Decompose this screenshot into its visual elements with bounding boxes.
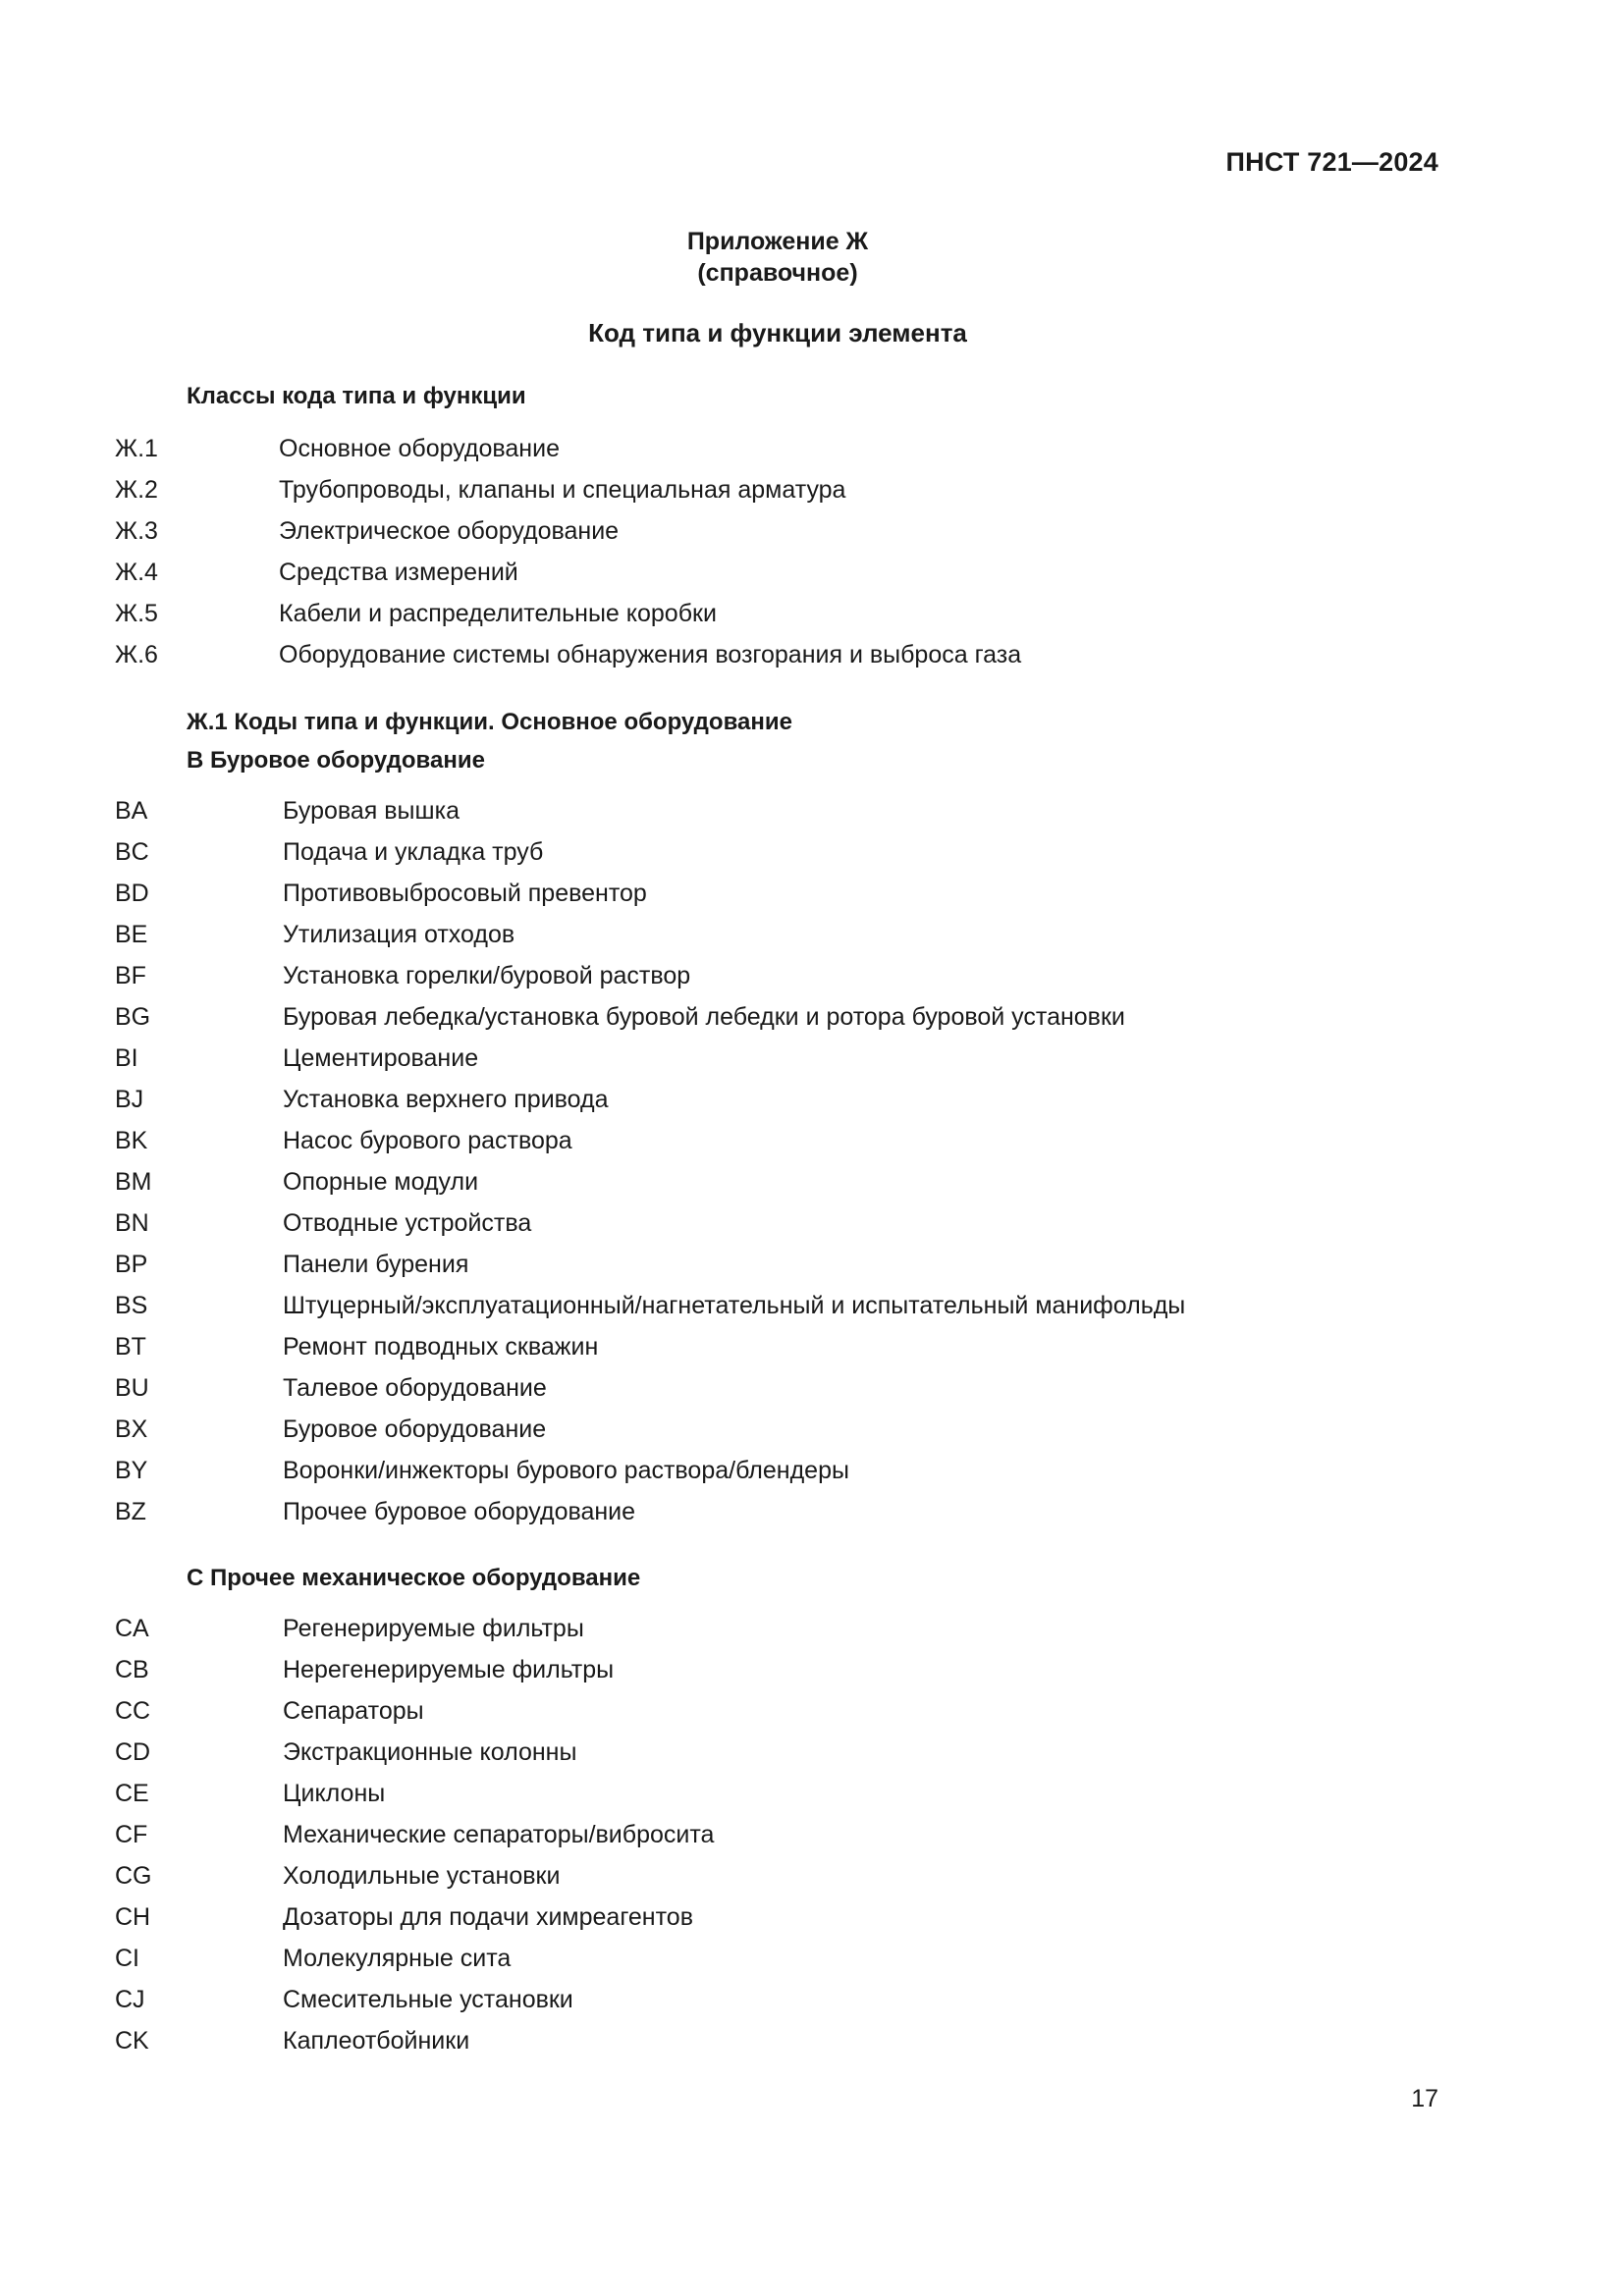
item-code: CC [115, 1697, 151, 1725]
item-code: CF [115, 1821, 148, 1848]
list-item [115, 517, 1021, 559]
item-label: Установка верхнего привода [283, 1086, 609, 1113]
item-code: CE [115, 1780, 149, 1807]
item-label: Нерегенерируемые фильтры [283, 1656, 615, 1683]
item-label: Механические сепараторы/вибросита [283, 1821, 715, 1848]
item-code: Ж.5 [115, 600, 158, 627]
item-code: BJ [115, 1086, 144, 1113]
item-code: Ж.3 [115, 517, 158, 545]
list-item [115, 1251, 1185, 1292]
item-label: Ремонт подводных скважин [283, 1333, 599, 1361]
item-code: BK [115, 1127, 148, 1154]
item-label: Сепараторы [283, 1697, 424, 1725]
item-label: Молекулярные сита [283, 1945, 512, 1972]
list-item [115, 1780, 714, 1821]
item-label: Оборудование системы обнаружения возгорания и выброса газа [279, 641, 1022, 668]
list-item [115, 797, 1185, 838]
list-item [115, 600, 1021, 641]
item-code: BP [115, 1251, 148, 1278]
list-item [115, 1292, 1185, 1333]
list-item [115, 1415, 1185, 1457]
group-b-list [115, 797, 1185, 1539]
list-item [115, 1498, 1185, 1539]
item-code: Ж.4 [115, 559, 158, 586]
item-code: BU [115, 1374, 149, 1402]
list-item [115, 1615, 714, 1656]
list-item [115, 1697, 714, 1738]
list-item [115, 1374, 1185, 1415]
item-label: Холодильные установки [283, 1862, 561, 1890]
list-item [115, 641, 1021, 682]
list-item [115, 1457, 1185, 1498]
item-label: Средства измерений [279, 559, 518, 586]
item-label: Буровая вышка [283, 797, 460, 825]
list-item [115, 1127, 1185, 1168]
classes-heading: Классы кода типа и функции [187, 383, 526, 409]
list-item [115, 1333, 1185, 1374]
item-code: Ж.1 [115, 435, 158, 462]
item-code: CJ [115, 1986, 145, 2013]
list-item [115, 435, 1021, 476]
appendix-title: Приложение Ж [686, 228, 869, 255]
item-code: CB [115, 1656, 149, 1683]
item-code: BC [115, 838, 149, 866]
list-item [115, 1086, 1185, 1127]
list-item [115, 921, 1185, 962]
item-label: Смесительные установки [283, 1986, 573, 2013]
item-code: Ж.6 [115, 641, 158, 668]
item-label: Буровое оборудование [283, 1415, 547, 1443]
list-item [115, 1862, 714, 1903]
list-item [115, 1945, 714, 1986]
list-item [115, 962, 1185, 1003]
item-label: Отводные устройства [283, 1209, 532, 1237]
page-number: 17 [1411, 2085, 1438, 2112]
list-item [115, 1903, 714, 1945]
group-c-heading: С Прочее механическое оборудование [187, 1565, 641, 1591]
item-code: BX [115, 1415, 148, 1443]
item-label: Утилизация отходов [283, 921, 515, 948]
list-item [115, 1986, 714, 2027]
item-code: Ж.2 [115, 476, 158, 504]
list-item [115, 476, 1021, 517]
list-item [115, 1168, 1185, 1209]
item-label: Основное оборудование [279, 435, 560, 462]
item-label: Подача и укладка труб [283, 838, 544, 866]
list-item [115, 880, 1185, 921]
item-label: Буровая лебедка/установка буровой лебедки и ротора буровой установки [283, 1003, 1125, 1031]
item-label: Прочее буровое оборудование [283, 1498, 636, 1525]
item-code: BM [115, 1168, 152, 1196]
item-code: CK [115, 2027, 149, 2055]
appendix-heading [0, 226, 1555, 289]
item-code: BI [115, 1044, 138, 1072]
list-item [115, 1821, 714, 1862]
item-code: CI [115, 1945, 139, 1972]
item-code: BY [115, 1457, 148, 1484]
section-zh1-heading: Ж.1 Коды типа и функции. Основное оборудование [187, 709, 792, 735]
list-item [115, 1656, 714, 1697]
item-label: Регенерируемые фильтры [283, 1615, 584, 1642]
item-label: Дозаторы для подачи химреагентов [283, 1903, 693, 1931]
item-code: CD [115, 1738, 151, 1766]
item-code: BD [115, 880, 149, 907]
item-code: BZ [115, 1498, 146, 1525]
item-label: Кабели и распределительные коробки [279, 600, 717, 627]
item-label: Противовыбросовый превентор [283, 880, 647, 907]
item-label: Насос бурового раствора [283, 1127, 572, 1154]
standard-code: ПНСТ 721—2024 [1225, 147, 1438, 177]
list-item [115, 1044, 1185, 1086]
item-label: Трубопроводы, клапаны и специальная арматура [279, 476, 846, 504]
item-code: BA [115, 797, 148, 825]
item-code: BG [115, 1003, 151, 1031]
list-item [115, 1738, 714, 1780]
item-label: Штуцерный/эксплуатационный/нагнетательный и испытательный манифольды [283, 1292, 1186, 1319]
item-code: CH [115, 1903, 151, 1931]
item-label: Цементирование [283, 1044, 479, 1072]
item-code: BS [115, 1292, 148, 1319]
item-label: Воронки/инжекторы бурового раствора/блендеры [283, 1457, 849, 1484]
item-label: Талевое оборудование [283, 1374, 547, 1402]
classes-list [115, 435, 1021, 682]
item-code: CA [115, 1615, 149, 1642]
item-code: BN [115, 1209, 149, 1237]
item-code: BF [115, 962, 146, 989]
group-b-heading: В Буровое оборудование [187, 747, 485, 774]
item-label: Каплеотбойники [283, 2027, 470, 2055]
item-code: BE [115, 921, 148, 948]
item-code: CG [115, 1862, 152, 1890]
list-item [115, 1209, 1185, 1251]
item-label: Опорные модули [283, 1168, 479, 1196]
list-item [115, 1003, 1185, 1044]
document-title: Код типа и функции элемента [588, 318, 967, 347]
group-c-list [115, 1615, 714, 2068]
appendix-subtitle: (справочное) [697, 259, 858, 287]
list-item [115, 559, 1021, 600]
item-label: Циклоны [283, 1780, 386, 1807]
item-code: BT [115, 1333, 146, 1361]
list-item [115, 2027, 714, 2068]
item-label: Электрическое оборудование [279, 517, 620, 545]
item-label: Экстракционные колонны [283, 1738, 577, 1766]
list-item [115, 838, 1185, 880]
item-label: Установка горелки/буровой раствор [283, 962, 691, 989]
item-label: Панели бурения [283, 1251, 469, 1278]
